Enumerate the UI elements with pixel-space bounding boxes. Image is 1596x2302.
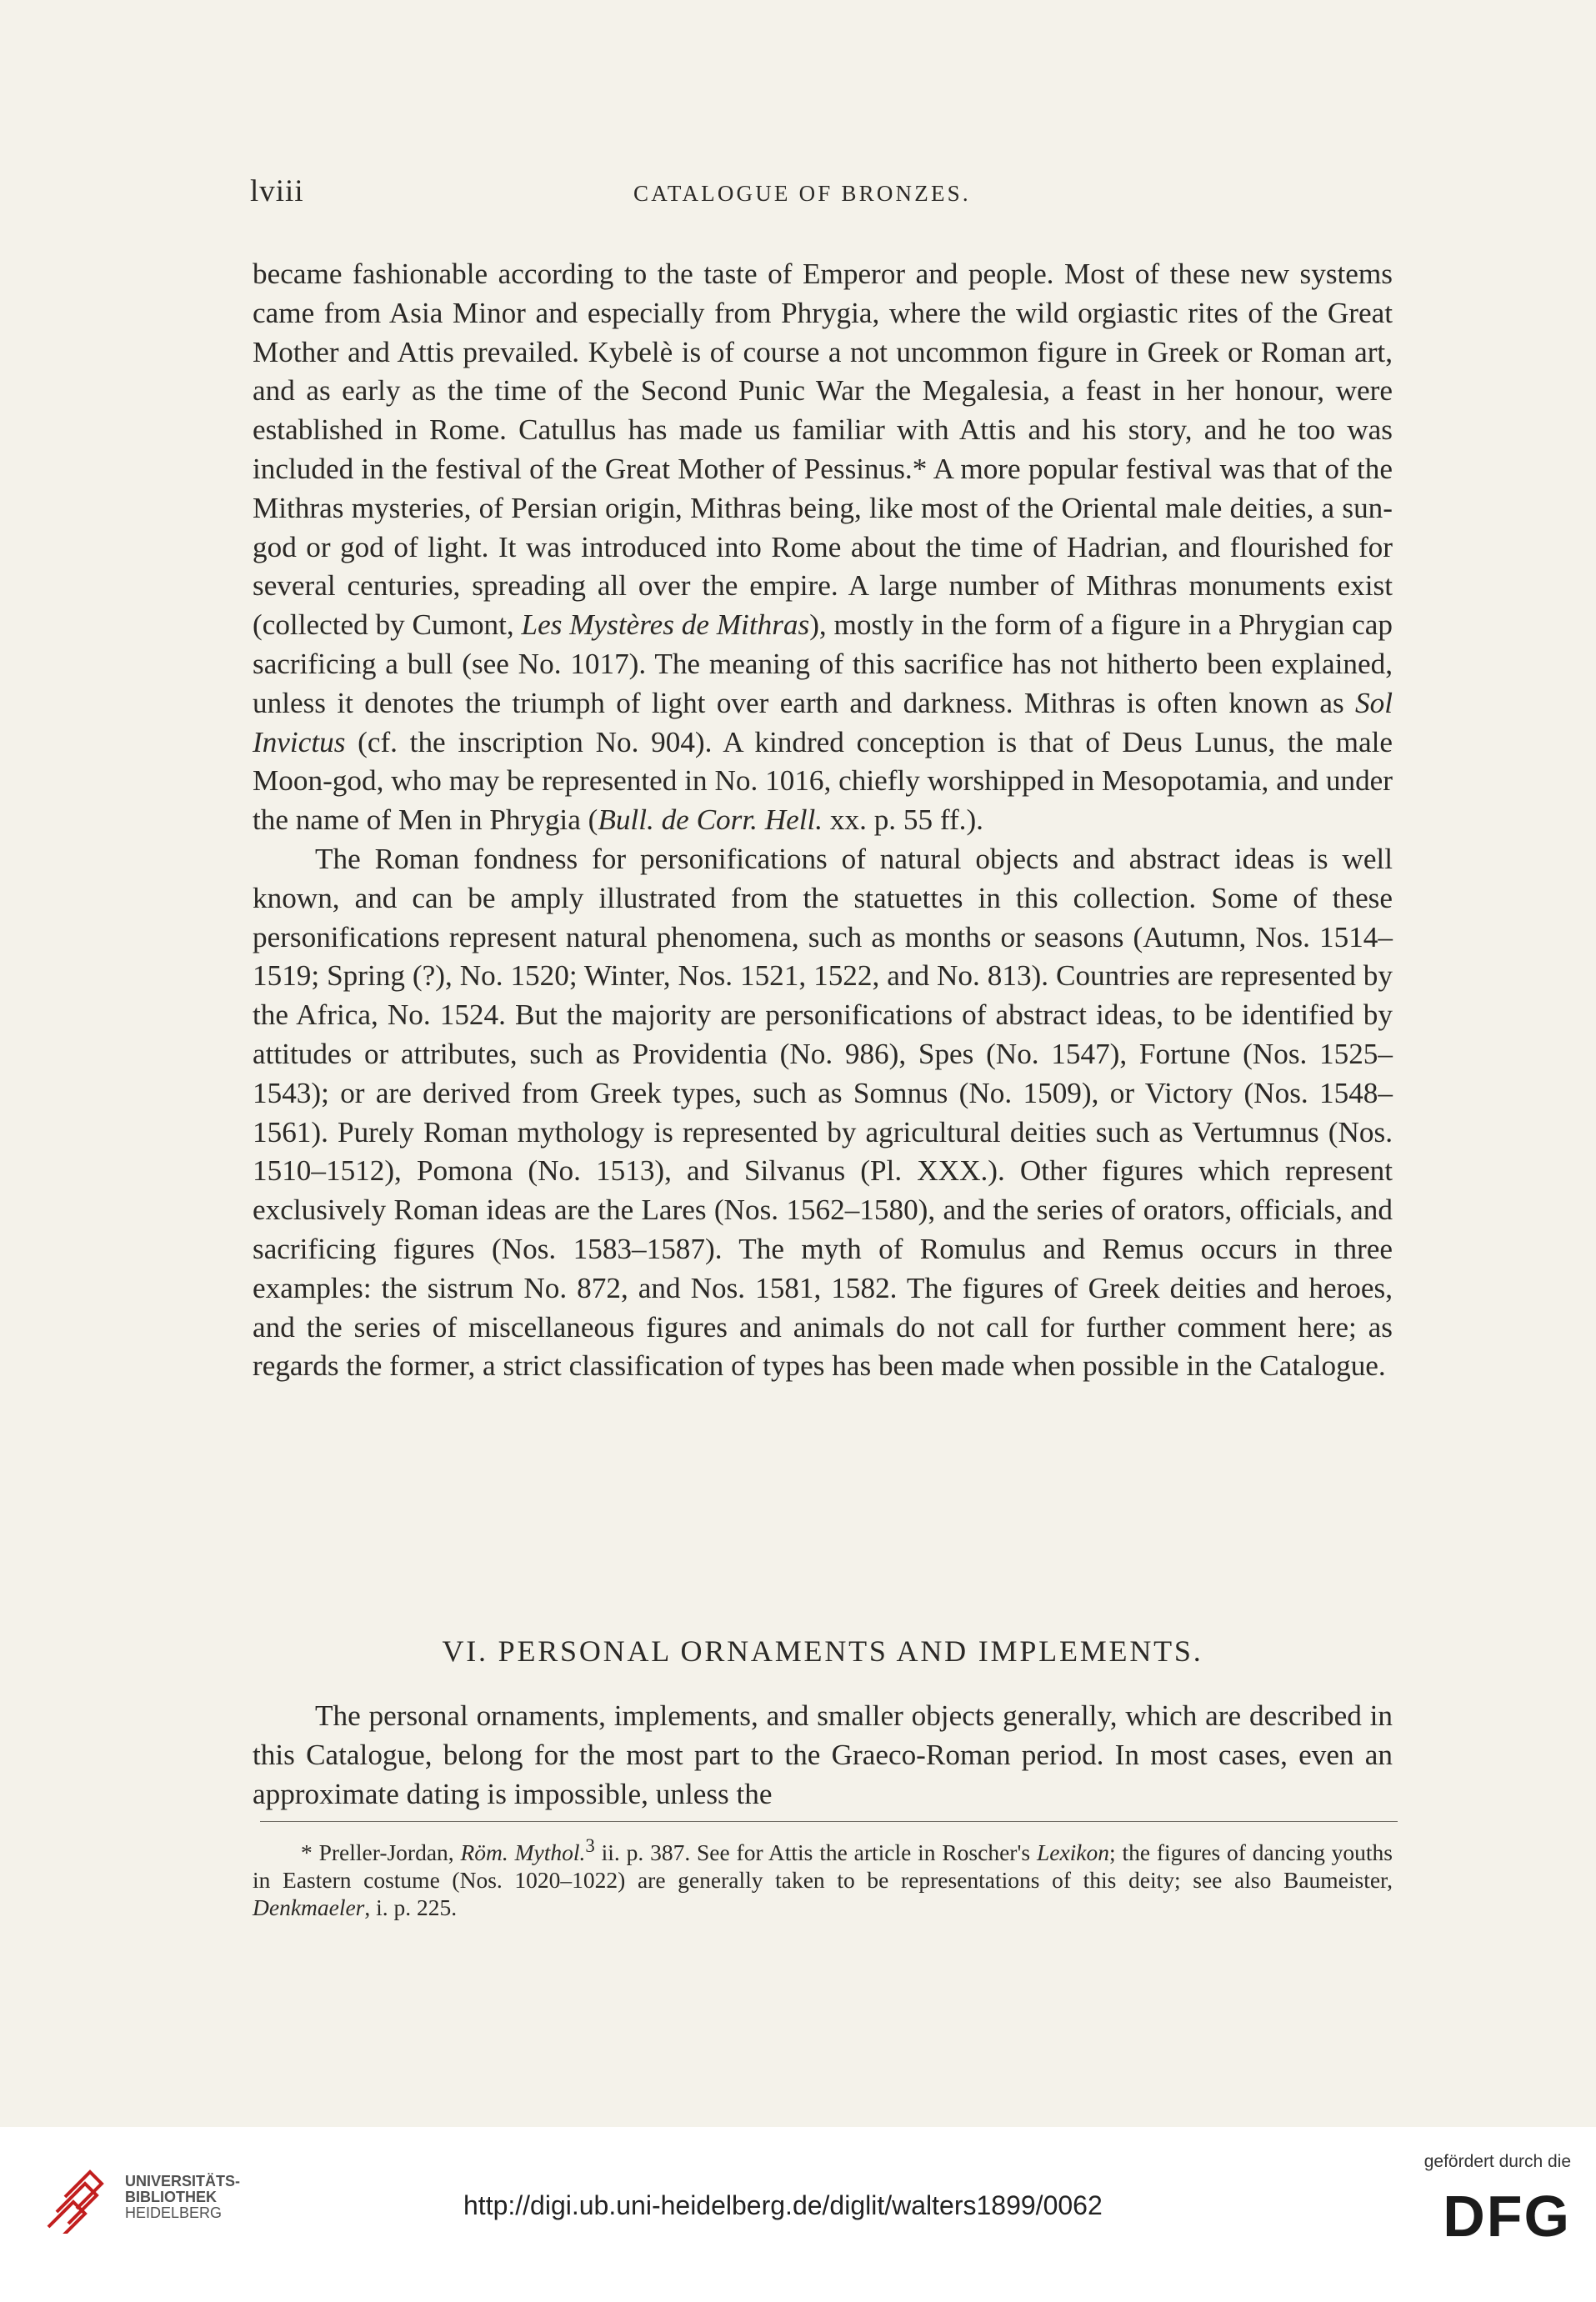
- dfg-logo-text: DFG: [1443, 2184, 1571, 2248]
- footnote-text: , i. p. 225.: [364, 1894, 458, 1921]
- funding-notice: [1388, 2152, 1571, 2277]
- paragraph-text: became fashionable according to the taste of Emperor and people. Most of these new systems came from Asia Minor and especially from Phrygia, where the wild orgiastic rites of the Great Mother and Attis prevailed. Kybelè is of course a not uncommon figure in Greek or Roman art, and as early as the time of the Second Punic War the Megalesia, a feast in her honour, were established in Rome. Catullus has made us familiar with Attis and his story, and he too was included in the festival of the Great Mother of Pessinus.* A more popular festival was that of the Mithras mysteries, of Persian origin, Mithras being, like most of the Oriental male deities, a sun-god or god of light. It was introduced into Rome about the time of Hadrian, and flourished for several centuries, spreading all over the empire. A large number of Mithras monuments exist (collected by Cumont,: [253, 258, 1393, 642]
- page-number: lviii: [250, 174, 304, 208]
- library-mark-icon: [42, 2162, 108, 2234]
- running-head: [250, 173, 1321, 220]
- library-logo-text: [125, 2174, 240, 2221]
- footnote-text: * Preller-Jordan,: [301, 1839, 461, 1866]
- dfg-logo: [1421, 2181, 1571, 2248]
- digitization-footer: [0, 2127, 1596, 2302]
- footnote-text: ; the figures of dancing youths in Eastern costume (Nos. 1020–1022) are generally taken to be representations of this deity; see also Baumeister,: [253, 1839, 1393, 1894]
- paragraph-roman-cults: [253, 255, 1393, 840]
- journal-title: Bull. de Corr. Hell.: [598, 803, 823, 837]
- page-title: CATALOGUE OF BRONZES.: [633, 181, 971, 206]
- funding-label: gefördert durch die: [1423, 2152, 1571, 2171]
- footnote-divider: [260, 1821, 1398, 1822]
- footnote: [253, 1832, 1393, 1921]
- university-library-logo: [42, 2162, 241, 2237]
- section-heading: VI. PERSONAL ORNAMENTS AND IMPLEMENTS.: [442, 1634, 1203, 1668]
- logo-line-1: UNIVERSITÄTS-: [125, 2173, 241, 2189]
- section-text: [253, 1697, 1393, 1814]
- deity-title: Sol Invictus: [253, 686, 1393, 758]
- book-title: Röm. Mythol.: [460, 1839, 586, 1866]
- paragraph-text: (cf. the inscription No. 904). A kindred conception is that of Deus Lunus, the male Moon-god, who may be represented in No. 1016, chiefly worshipped in Mesopotamia, and under the name of Men in Phrygia (: [253, 725, 1393, 837]
- logo-line-2: BIBLIOTHEK: [125, 2189, 217, 2205]
- paragraph-personifications: The Roman fondness for personifications of natural objects and abstract ideas is well known, and can be amply illustrated from the statuettes in this collection. Some of these personifications represent natural phenomena, such as months or seasons (Autumn, Nos. 1514–1519; Spring (?), No. 1520; Winter, Nos. 1521, 1522, and No. 813). Countries are represented by the Africa, No. 1524. But the majority are personifications of abstract ideas, to be identified by attitudes or attributes, such as Providentia (No. 986), Spes (No. 1547), Fortune (Nos. 1525–1543); or are derived from Greek types, such as Somnus (No. 1509), or Victory (Nos. 1548–1561). Purely Roman mythology is represented by agricultural deities such as Vertumnus (Nos. 1510–1512), Pomona (No. 1513), and Silvanus (Pl. XXX.). Other figures which represent exclusively Roman ideas are the Lares (Nos. 1562–1580), and the series of orators, officials, and sacrificing figures (Nos. 1583–1587). The myth of Romulus and Remus occurs in three examples: the sistrum No. 872, and Nos. 1581, 1582. The figures of Greek deities and heroes, and the series of miscellaneous figures and animals do not call for further comment here; as regards the former, a strict classification of types has been made when possible in the Catalogue.: [253, 842, 1393, 1383]
- footnote-text: ii. p. 387. See for Attis the article in Roscher's: [594, 1839, 1037, 1866]
- book-title: Denkmaeler: [253, 1894, 365, 1921]
- book-title: Lexikon: [1036, 1839, 1109, 1866]
- book-title: Les Mystères de Mithras: [521, 608, 810, 642]
- paragraph-text: xx. p. 55 ff.).: [823, 803, 983, 837]
- edition-number: 3: [585, 1835, 595, 1856]
- main-text-section-continuation: [253, 255, 1393, 1386]
- digital-source-link[interactable]: http://digi.ub.uni-heidelberg.de/diglit/walters1899/0062: [463, 2190, 1103, 2220]
- logo-line-3: HEIDELBERG: [125, 2204, 223, 2221]
- paragraph-text: ), mostly in the form of a figure in a Phrygian cap sacrificing a bull (see No. 1017). The meaning of this sacrifice has not hitherto been explained, unless it denotes the triumph of light over earth and darkness. Mithras is often known as: [253, 608, 1393, 719]
- paragraph-personal-ornaments: The personal ornaments, implements, and smaller objects generally, which are described in this Catalogue, belong for the most part to the Graeco-Roman period. In most cases, even an approximate dating is impossible, unless the: [253, 1699, 1393, 1810]
